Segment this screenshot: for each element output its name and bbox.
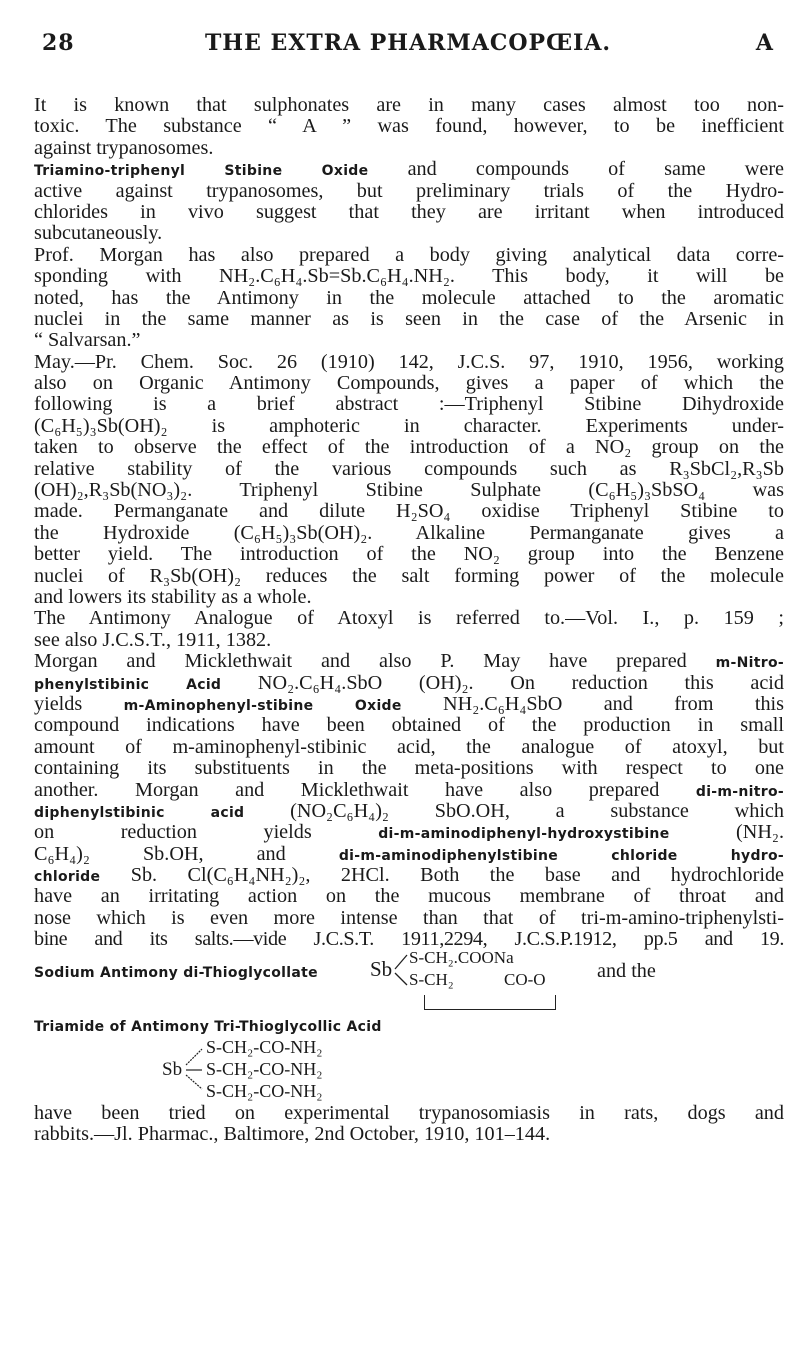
- text-line: [34, 651, 784, 672]
- text-line: have an irritating action on the mucous membrane of throat and: [34, 885, 784, 908]
- text-line: made. Permanganate and dilute H₂SO₄ oxidise Triphenyl Stibine to: [34, 500, 784, 523]
- formula-chain-1: S-CH₂-CO-NH₂: [206, 1036, 323, 1057]
- text-run: (NO₂C₆H₄)₂ SbO.OH, a substance which: [244, 799, 784, 822]
- text-line: [34, 673, 784, 694]
- text-line: compound indications have been obtained of the production in small: [34, 714, 784, 737]
- text-line: see also J.C.S.T., 1911, 1382.: [34, 628, 272, 651]
- text-line: [34, 159, 784, 180]
- text-line: the Hydroxide (C₆H₅)₃Sb(OH)₂. Alkaline Permanganate gives a: [34, 521, 784, 544]
- text-line: have been tried on experimental trypanosomiasis in rats, dogs and: [34, 1101, 784, 1124]
- text-run: Morgan and Micklethwait and also P. May have prepared: [34, 650, 716, 673]
- text-line: containing its substituents in the meta-positions with respect to one: [34, 757, 784, 780]
- text-line: taken to observe the effect of the introduction of a NO₂ group on the: [34, 436, 784, 459]
- text-run: and compounds of same were: [368, 158, 785, 181]
- formula-upper: S-CH₂.COONa: [409, 947, 514, 967]
- text-run: on reduction yields: [34, 821, 379, 844]
- text-line: nuclei of R₃Sb(OH)₂ reduces the salt forming power of the molecule: [34, 564, 784, 587]
- triamide-formula: [34, 1037, 784, 1103]
- text-run: C₆H₄)₂ Sb.OH, and: [34, 842, 339, 865]
- text-line: [34, 780, 784, 801]
- compound-name: Triamide of Antimony Tri-Thioglycollic Acid: [34, 1018, 382, 1035]
- text-line: and lowers its stability as a whole.: [34, 585, 312, 608]
- text-run: and the: [597, 959, 656, 982]
- running-header: [42, 30, 774, 60]
- formula-chain-2: S-CH₂-CO-NH₂: [206, 1058, 323, 1079]
- formula-sb: Sb: [370, 956, 393, 981]
- triamide-heading: [34, 1015, 784, 1037]
- text-run: yields: [34, 692, 124, 715]
- compound-name: di-m-nitro-: [695, 783, 784, 800]
- text-line: “ Salvarsan.”: [34, 329, 141, 352]
- text-line: [34, 822, 784, 843]
- formula-lower-a: S-CH₂: [409, 969, 454, 989]
- text-run: Sb. Cl(C₆H₄NH₂)₂, 2HCl. Both the base and hydrochloride: [100, 864, 784, 887]
- compound-name: di-m-aminodiphenyl-hydroxystibine: [378, 826, 670, 843]
- text-line: relative stability of the various compounds such as R₃SbCl₂,R₃Sb: [34, 457, 784, 480]
- compound-name: m-Aminophenyl-stibine Oxide: [123, 697, 402, 714]
- body-text: [34, 95, 784, 1145]
- text-run: (NH₂.: [669, 821, 784, 844]
- text-line: nose which is even more intense than that of tri-m-amino-triphenylsti-: [34, 906, 784, 929]
- compound-name: di-m-aminodiphenylstibine chloride hydro-: [338, 847, 784, 864]
- text-line: sponding with NH₂.C₆H₄.Sb=Sb.C₆H₄.NH₂. This body, it will be: [34, 265, 784, 288]
- text-line: toxic. The substance “ A ” was found, however, to be inefficient: [34, 115, 784, 138]
- formula-sb: Sb: [162, 1058, 183, 1080]
- text-line: following is a brief abstract :—Triphenyl Stibine Dihydroxide: [34, 393, 784, 416]
- compound-name: chloride: [34, 869, 101, 886]
- text-line: [34, 801, 784, 822]
- compound-name: phenylstibinic Acid: [34, 676, 222, 693]
- text-line: [34, 844, 784, 865]
- formula-chain-3: S-CH₂-CO-NH₂: [206, 1080, 323, 1101]
- formula-bond-lines: [184, 1037, 208, 1099]
- compound-name: Sodium Antimony di-Thioglycollate: [34, 964, 318, 981]
- text-line: against trypanosomes.: [34, 136, 214, 159]
- section-letter: A: [755, 30, 774, 56]
- text-line: [34, 865, 784, 886]
- text-line: It is known that sulphonates are in many cases almost too non-: [34, 94, 784, 116]
- text-line: (C₆H₅)₃Sb(OH)₂ is amphoteric in character. Experiments under-: [34, 414, 784, 437]
- page-number: 28: [42, 30, 75, 56]
- compound-name: Triamino-triphenyl Stibine Oxide: [34, 163, 369, 180]
- text-line: amount of m-aminophenyl-stibinic acid, the analogue of atoxyl, but: [34, 735, 784, 758]
- text-line: rabbits.—Jl. Pharmac., Baltimore, 2nd October, 1910, 101–144.: [34, 1123, 551, 1146]
- text-line: [34, 694, 784, 715]
- text-run: NH₂.C₆H₄SbO and from this: [401, 692, 785, 715]
- text-line: subcutaneously.: [34, 222, 163, 245]
- text-line: (OH)₂,R₃Sb(NO₃)₂. Triphenyl Stibine Sulphate (C₆H₅)₃SbSO₄ was: [34, 479, 784, 502]
- text-run: another. Morgan and Micklethwait have also prepared: [34, 778, 696, 801]
- formula-ring-bracket: [424, 995, 556, 1010]
- compound-name: diphenylstibinic acid: [34, 804, 245, 821]
- text-line: nuclei in the same manner as is seen in the case of the Arsenic in: [34, 307, 784, 330]
- text-line: bine and its salts.—vide J.C.S.T. 1911,2294, J.C.S.P.1912, pp.5 and 19.: [34, 928, 784, 951]
- text-line: noted, has the Antimony in the molecule attached to the aromatic: [34, 286, 784, 309]
- text-line: The Antimony Analogue of Atoxyl is referred to.—Vol. I., p. 159 ;: [34, 607, 784, 630]
- sodium-thioglycollate-formula: [34, 947, 784, 1011]
- formula-lower-b: CO-O: [504, 969, 546, 989]
- text-run: NO₂.C₆H₄.SbO (OH)₂. On reduction this acid: [221, 671, 784, 694]
- running-title: THE EXTRA PHARMACOPŒIA.: [204, 30, 612, 56]
- text-line: active against trypanosomes, but preliminary trials of the Hydro-: [34, 179, 784, 202]
- text-line: chlorides in vivo suggest that they are irritant when introduced: [34, 200, 784, 223]
- text-line: better yield. The introduction of the NO₂ group into the Benzene: [34, 543, 784, 566]
- text-line: May.—Pr. Chem. Soc. 26 (1910) 142, J.C.S. 97, 1910, 1956, working: [34, 350, 784, 373]
- compound-name: m-Nitro-: [715, 655, 784, 672]
- text-line: also on Organic Antimony Compounds, gives a paper of which the: [34, 372, 784, 395]
- text-line: Prof. Morgan has also prepared a body giving analytical data corre-: [34, 243, 784, 266]
